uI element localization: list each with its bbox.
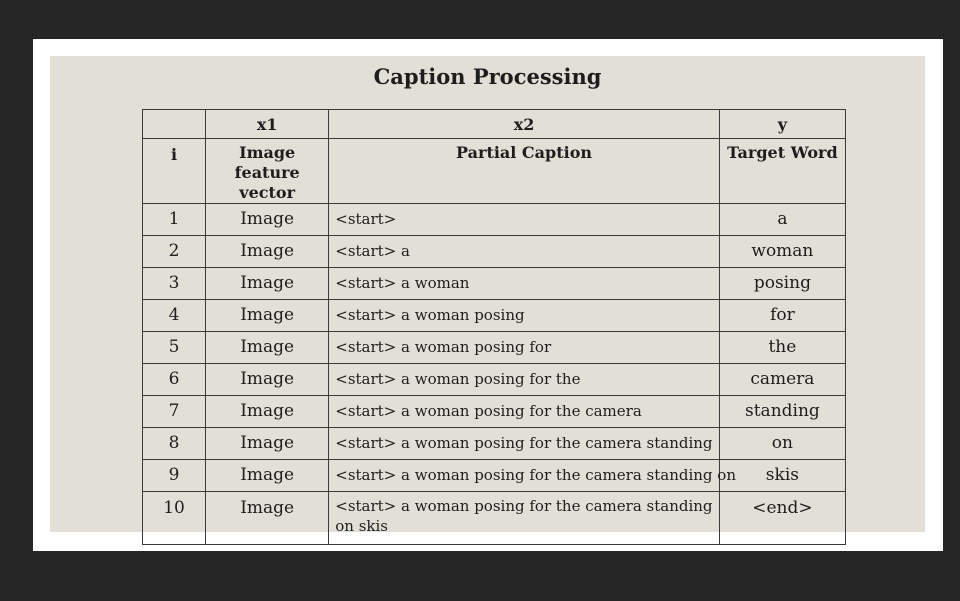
row-target-word: a [719, 204, 845, 236]
slide-title: Caption Processing [373, 64, 602, 89]
row-image: Image [206, 492, 329, 545]
row-target-word: on [719, 428, 845, 460]
row-target-word: posing [719, 268, 845, 300]
row-index: 7 [143, 396, 206, 428]
slide [50, 56, 925, 535]
row-partial-caption: <start> a woman posing for [329, 332, 720, 364]
header-partial-caption: Partial Caption [329, 139, 720, 204]
row-image: Image [206, 300, 329, 332]
header-target-word: Target Word [719, 139, 845, 204]
header-var-i [143, 110, 206, 139]
row-target-word: camera [719, 364, 845, 396]
row-image: Image [206, 428, 329, 460]
table-row [143, 236, 846, 268]
row-partial-caption: <start> a woman posing for the camera [329, 396, 720, 428]
row-image: Image [206, 204, 329, 236]
table-row [143, 204, 846, 236]
row-index: 8 [143, 428, 206, 460]
row-image: Image [206, 396, 329, 428]
header-var-x2: x2 [329, 110, 720, 139]
row-partial-caption: <start> a woman posing for the camera standing on [329, 460, 720, 492]
table-row [143, 364, 846, 396]
row-index: 6 [143, 364, 206, 396]
row-partial-caption: <start> a [329, 236, 720, 268]
row-partial-caption: <start> [329, 204, 720, 236]
row-target-word: for [719, 300, 845, 332]
row-partial-caption: <start> a woman posing for the [329, 364, 720, 396]
header-image-feature-vector: Image feature vector [206, 139, 329, 204]
slide-frame [33, 39, 943, 551]
table-row [143, 268, 846, 300]
table-row [143, 428, 846, 460]
row-partial-caption: <start> a woman [329, 268, 720, 300]
row-index: 5 [143, 332, 206, 364]
row-index: 4 [143, 300, 206, 332]
row-image: Image [206, 460, 329, 492]
header-var-x1: x1 [206, 110, 329, 139]
row-index: 1 [143, 204, 206, 236]
row-index: 10 [143, 492, 206, 545]
row-target-word: woman [719, 236, 845, 268]
row-target-word: the [719, 332, 845, 364]
row-index: 3 [143, 268, 206, 300]
row-image: Image [206, 236, 329, 268]
row-image: Image [206, 332, 329, 364]
variable-header-row [143, 110, 846, 139]
header-var-y: y [719, 110, 845, 139]
table-row [143, 332, 846, 364]
row-partial-caption: <start> a woman posing [329, 300, 720, 332]
column-name-header-row [143, 139, 846, 204]
row-index: 2 [143, 236, 206, 268]
row-target-word: standing [719, 396, 845, 428]
caption-table [142, 109, 846, 545]
table-row [143, 396, 846, 428]
table-row [143, 492, 846, 545]
row-index: 9 [143, 460, 206, 492]
row-target-word: <end> [719, 492, 845, 545]
row-image: Image [206, 268, 329, 300]
row-partial-caption: <start> a woman posing for the camera standing on skis [329, 492, 720, 545]
row-partial-caption: <start> a woman posing for the camera standing [329, 428, 720, 460]
table-row [143, 460, 846, 492]
row-image: Image [206, 364, 329, 396]
table-row [143, 300, 846, 332]
row-target-word: skis [719, 460, 845, 492]
header-i: i [143, 139, 206, 204]
